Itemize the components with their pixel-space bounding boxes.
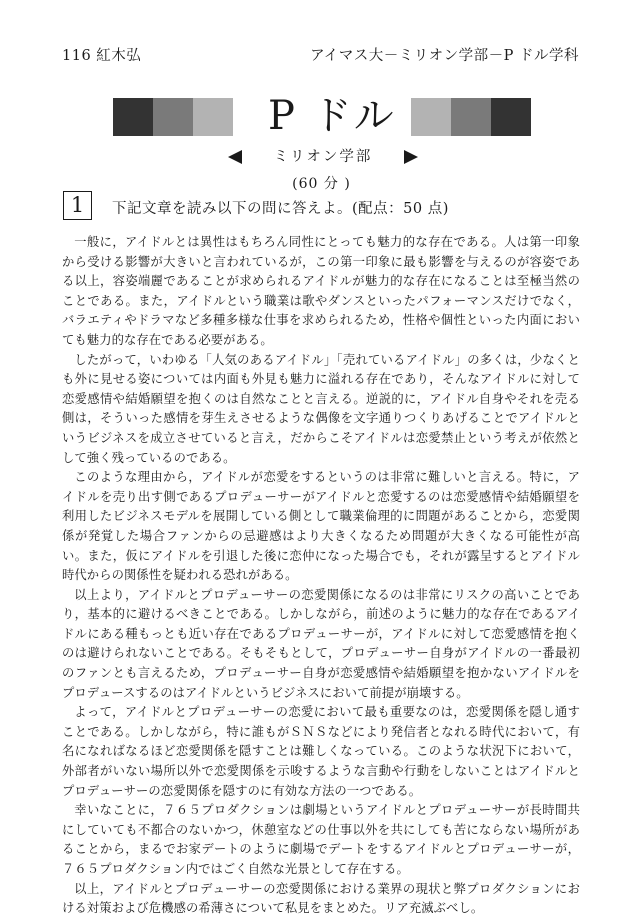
- gray-block-left-3: [193, 98, 233, 136]
- gray-block-left-1: [113, 98, 153, 136]
- gray-block-right-1: [411, 98, 451, 136]
- faculty-subtitle: ミリオン学部: [273, 149, 373, 165]
- passage-paragraph-2: したがって，いわゆる「人気のあるアイドル」「売れているアイドル」の多くは，少なくとも外に見せる姿については内面も外見も魅力に溢れる存在であり，そんなアイドルに対して恋愛感情や結婚願望を抱くのは自然なことと言える。逆説的に，アイドル自身やそれを売る側は，そういった感情を芽生えさせるような偶像を文字通りつくりあげることでアイドルというビジネスを成立させていると言え，だからこそアイドルは恋愛禁止という考えが依然として強く残っているのである。: [62, 352, 580, 465]
- gray-block-right-3: [491, 98, 531, 136]
- passage-paragraph-6: 幸いなことに，７６５プロダクションは劇場というアイドルとプロデューサーが長時間共にしていても不都合のないかつ，休憩室などの仕事以外を共にしても苦にならない場所があることから，まるでお家デートのように劇場でデートをするアイドルとプロデューサーが，７６５プロダクション内ではごく自然な光景として存在する。: [62, 803, 580, 876]
- exam-title: アイマス大－ミリオン学部－P ドル学科: [310, 48, 579, 64]
- passage-paragraph-1: 一般に，アイドルとは異性はもちろん同性にとっても魅力的な存在である。人は第一印象から受ける影響が大きいと言われているが，この第一印象に最も影響を与えるのが容姿である以上，容姿端麗であることが求められるアイドルが魅力的な存在になることは至極当然のことである。また，アイドルという職業は歌やダンスといったパフォーマンスだけでなく，バラエティやドラマなど多種多様な仕事を求められるため，性格や個性といった内面においても魅力的な存在である必要がある。: [62, 235, 580, 347]
- passage-paragraph-4: 以上より，アイドルとプロデューサーの恋愛関係になるのは非常にリスクの高いことであり，基本的に避けるべきことである。しかしながら，前述のように魅力的な存在であるアイドルにある種もっとも近い存在であるプロデューサーが，アイドルに対して恋愛感情を抱くのは避けられないことである。そもそもとして，プロデューサー自身がアイドルの一番最初のファンとも言えるため，プロデューサー自身が恋愛感情や結婚願望を抱かないアイドルをプロデュースするのはアイドルというビジネスにおいて前提が崩壊する。: [62, 587, 580, 700]
- question-number-box: 1: [63, 191, 92, 220]
- subtitle-row: [228, 147, 418, 167]
- passage-paragraph-3: このような理由から，アイドルが恋愛をするというのは非常に難しいと言える。特に，アイドルを売り出す側であるプロデューサーがアイドルと恋愛するのは恋愛感情や結婚願望を利用したビジネスモデルを展開している側として職業倫理的に問題があることから，恋愛関係が発覚した場合ファンからの忌避感はより大きくなるため問題が大きくなる可能性が高い。また，仮にアイドルを引退した後に恋仲になった場合でも，それが露呈するとアイドル時代からの関係性を疑われる恐れがある。: [62, 470, 580, 583]
- passage-paragraph-7: 以上，アイドルとプロデューサーの恋愛関係における業界の現状と弊プロダクションにおける対策および危機感の希薄さについて私見をまとめた。リア充滅ぶべし。: [62, 881, 580, 916]
- gray-block-right-2: [451, 98, 491, 136]
- triangle-left-icon: [228, 150, 242, 164]
- passage: [62, 233, 580, 919]
- section-title: P ドル: [268, 93, 396, 139]
- question-instruction: 下記文章を読み以下の問に答えよ。(配点：50 点): [112, 201, 449, 217]
- page-number-author: 116 紅木弘: [62, 48, 142, 64]
- passage-paragraph-5: よって，アイドルとプロデューサーの恋愛において最も重要なのは，恋愛関係を隠し通すことである。しかしながら，特に誰もがＳＮＳなどにより発信者となれる時代において，有名になればなるほど恋愛関係を隠すことは難しくなっている。このような状況下において，外部者がいない場所以外で恋愛関係を示唆するような言動や行動をしないことはアイドルとプロデューサーの恋愛関係を隠すのに有効な方法の一つである。: [62, 705, 580, 798]
- triangle-right-icon: [404, 150, 418, 164]
- exam-duration: (60 分 ): [292, 176, 351, 192]
- title-band: [113, 93, 531, 139]
- gray-block-left-2: [153, 98, 193, 136]
